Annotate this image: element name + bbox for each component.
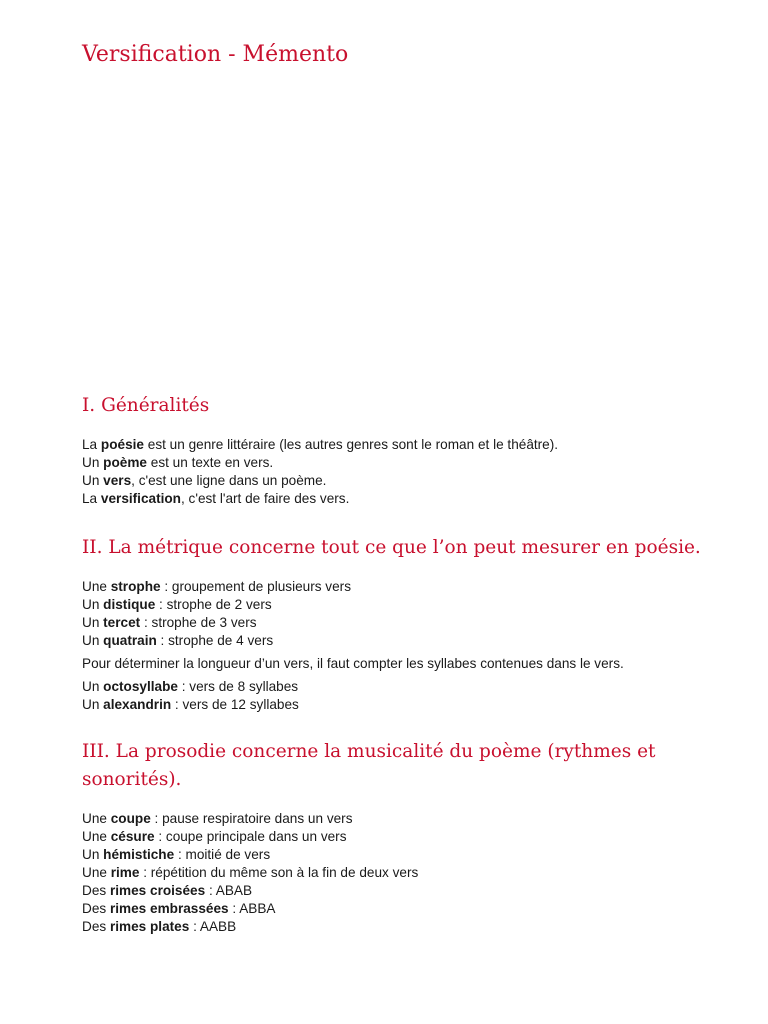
section-heading: III. La prosodie concerne la musicalité du poème (rythmes et sonorités). xyxy=(82,741,656,790)
defined-term: versification xyxy=(100,491,181,506)
definition-line xyxy=(82,578,722,596)
defined-term: hémistiche xyxy=(103,847,175,862)
section-metrique xyxy=(82,534,722,714)
defined-term: distique xyxy=(103,597,156,612)
line-text: La xyxy=(82,437,101,452)
defined-term: octosyllabe xyxy=(103,679,178,694)
document-title: Versification - Mémento xyxy=(82,42,349,67)
line-text: : strophe de 4 vers xyxy=(156,633,274,648)
line-text: est un texte en vers. xyxy=(146,455,274,470)
definition-line xyxy=(82,864,722,882)
definition-list xyxy=(82,578,722,714)
section-heading: II. La métrique concerne tout ce que l’on peut mesurer en poésie. xyxy=(82,537,701,558)
line-text: : groupement de plusieurs vers xyxy=(160,579,351,594)
line-text: Des xyxy=(82,901,110,916)
definition-line xyxy=(82,436,722,454)
definition-line xyxy=(82,918,722,936)
section-generalites xyxy=(82,392,722,508)
line-text: Un xyxy=(82,615,104,630)
definition-line xyxy=(82,614,722,632)
line-text: Une xyxy=(82,579,111,594)
section-prosodie xyxy=(82,738,722,936)
line-text: Une xyxy=(82,865,111,880)
definition-line xyxy=(82,846,722,864)
definition-line xyxy=(82,810,722,828)
line-text: : répétition du même son à la fin de deux vers xyxy=(139,865,419,880)
section-heading: I. Généralités xyxy=(82,395,210,416)
defined-term: poème xyxy=(103,455,147,470)
definition-list xyxy=(82,436,722,508)
defined-term: strophe xyxy=(110,579,161,594)
defined-term: vers xyxy=(103,473,132,488)
definition-line xyxy=(82,632,722,650)
line-text: : ABBA xyxy=(228,901,276,916)
definition-list xyxy=(82,810,722,936)
defined-term: quatrain xyxy=(103,633,157,648)
definition-line xyxy=(82,696,722,714)
defined-term: rimes croisées xyxy=(109,883,206,898)
line-text: Un xyxy=(82,847,104,862)
line-text: est un genre littéraire (les autres genres sont le roman et le théâtre). xyxy=(143,437,559,452)
line-text: : AABB xyxy=(189,919,237,934)
line-text: : strophe de 2 vers xyxy=(155,597,272,612)
line-text: Un xyxy=(82,455,104,470)
line-text: La xyxy=(82,491,101,506)
defined-term: rimes embrassées xyxy=(109,901,229,916)
line-text: Des xyxy=(82,919,110,934)
defined-term: alexandrin xyxy=(103,697,172,712)
line-text: : pause respiratoire dans un vers xyxy=(150,811,353,826)
definition-line xyxy=(82,454,722,472)
line-text: Des xyxy=(82,883,110,898)
defined-term: rimes plates xyxy=(109,919,190,934)
definition-line xyxy=(82,490,722,508)
line-text: , c'est l'art de faire des vers. xyxy=(181,491,350,506)
line-text: : vers de 8 syllabes xyxy=(177,679,299,694)
line-text: Une xyxy=(82,829,111,844)
defined-term: rime xyxy=(110,865,140,880)
line-text: Un xyxy=(82,473,104,488)
defined-term: césure xyxy=(110,829,155,844)
line-text: : ABAB xyxy=(205,883,253,898)
definition-line xyxy=(82,882,722,900)
definition-line xyxy=(82,828,722,846)
defined-term: poésie xyxy=(100,437,144,452)
line-text: : moitié de vers xyxy=(174,847,271,862)
defined-term: coupe xyxy=(110,811,151,826)
line-text: : coupe principale dans un vers xyxy=(154,829,347,844)
definition-line xyxy=(82,900,722,918)
line-text: : vers de 12 syllabes xyxy=(171,697,299,712)
line-text: Un xyxy=(82,697,104,712)
definition-line xyxy=(82,655,722,673)
line-text: Un xyxy=(82,633,104,648)
definition-line xyxy=(82,596,722,614)
line-text: Un xyxy=(82,597,104,612)
line-text: , c'est une ligne dans un poème. xyxy=(131,473,327,488)
line-text: Une xyxy=(82,811,111,826)
line-text: Pour déterminer la longueur d’un vers, il faut compter les syllabes contenues dans le vers. xyxy=(82,656,624,671)
definition-line xyxy=(82,678,722,696)
line-text: Un xyxy=(82,679,104,694)
line-text: : strophe de 3 vers xyxy=(140,615,257,630)
definition-line xyxy=(82,472,722,490)
defined-term: tercet xyxy=(103,615,141,630)
